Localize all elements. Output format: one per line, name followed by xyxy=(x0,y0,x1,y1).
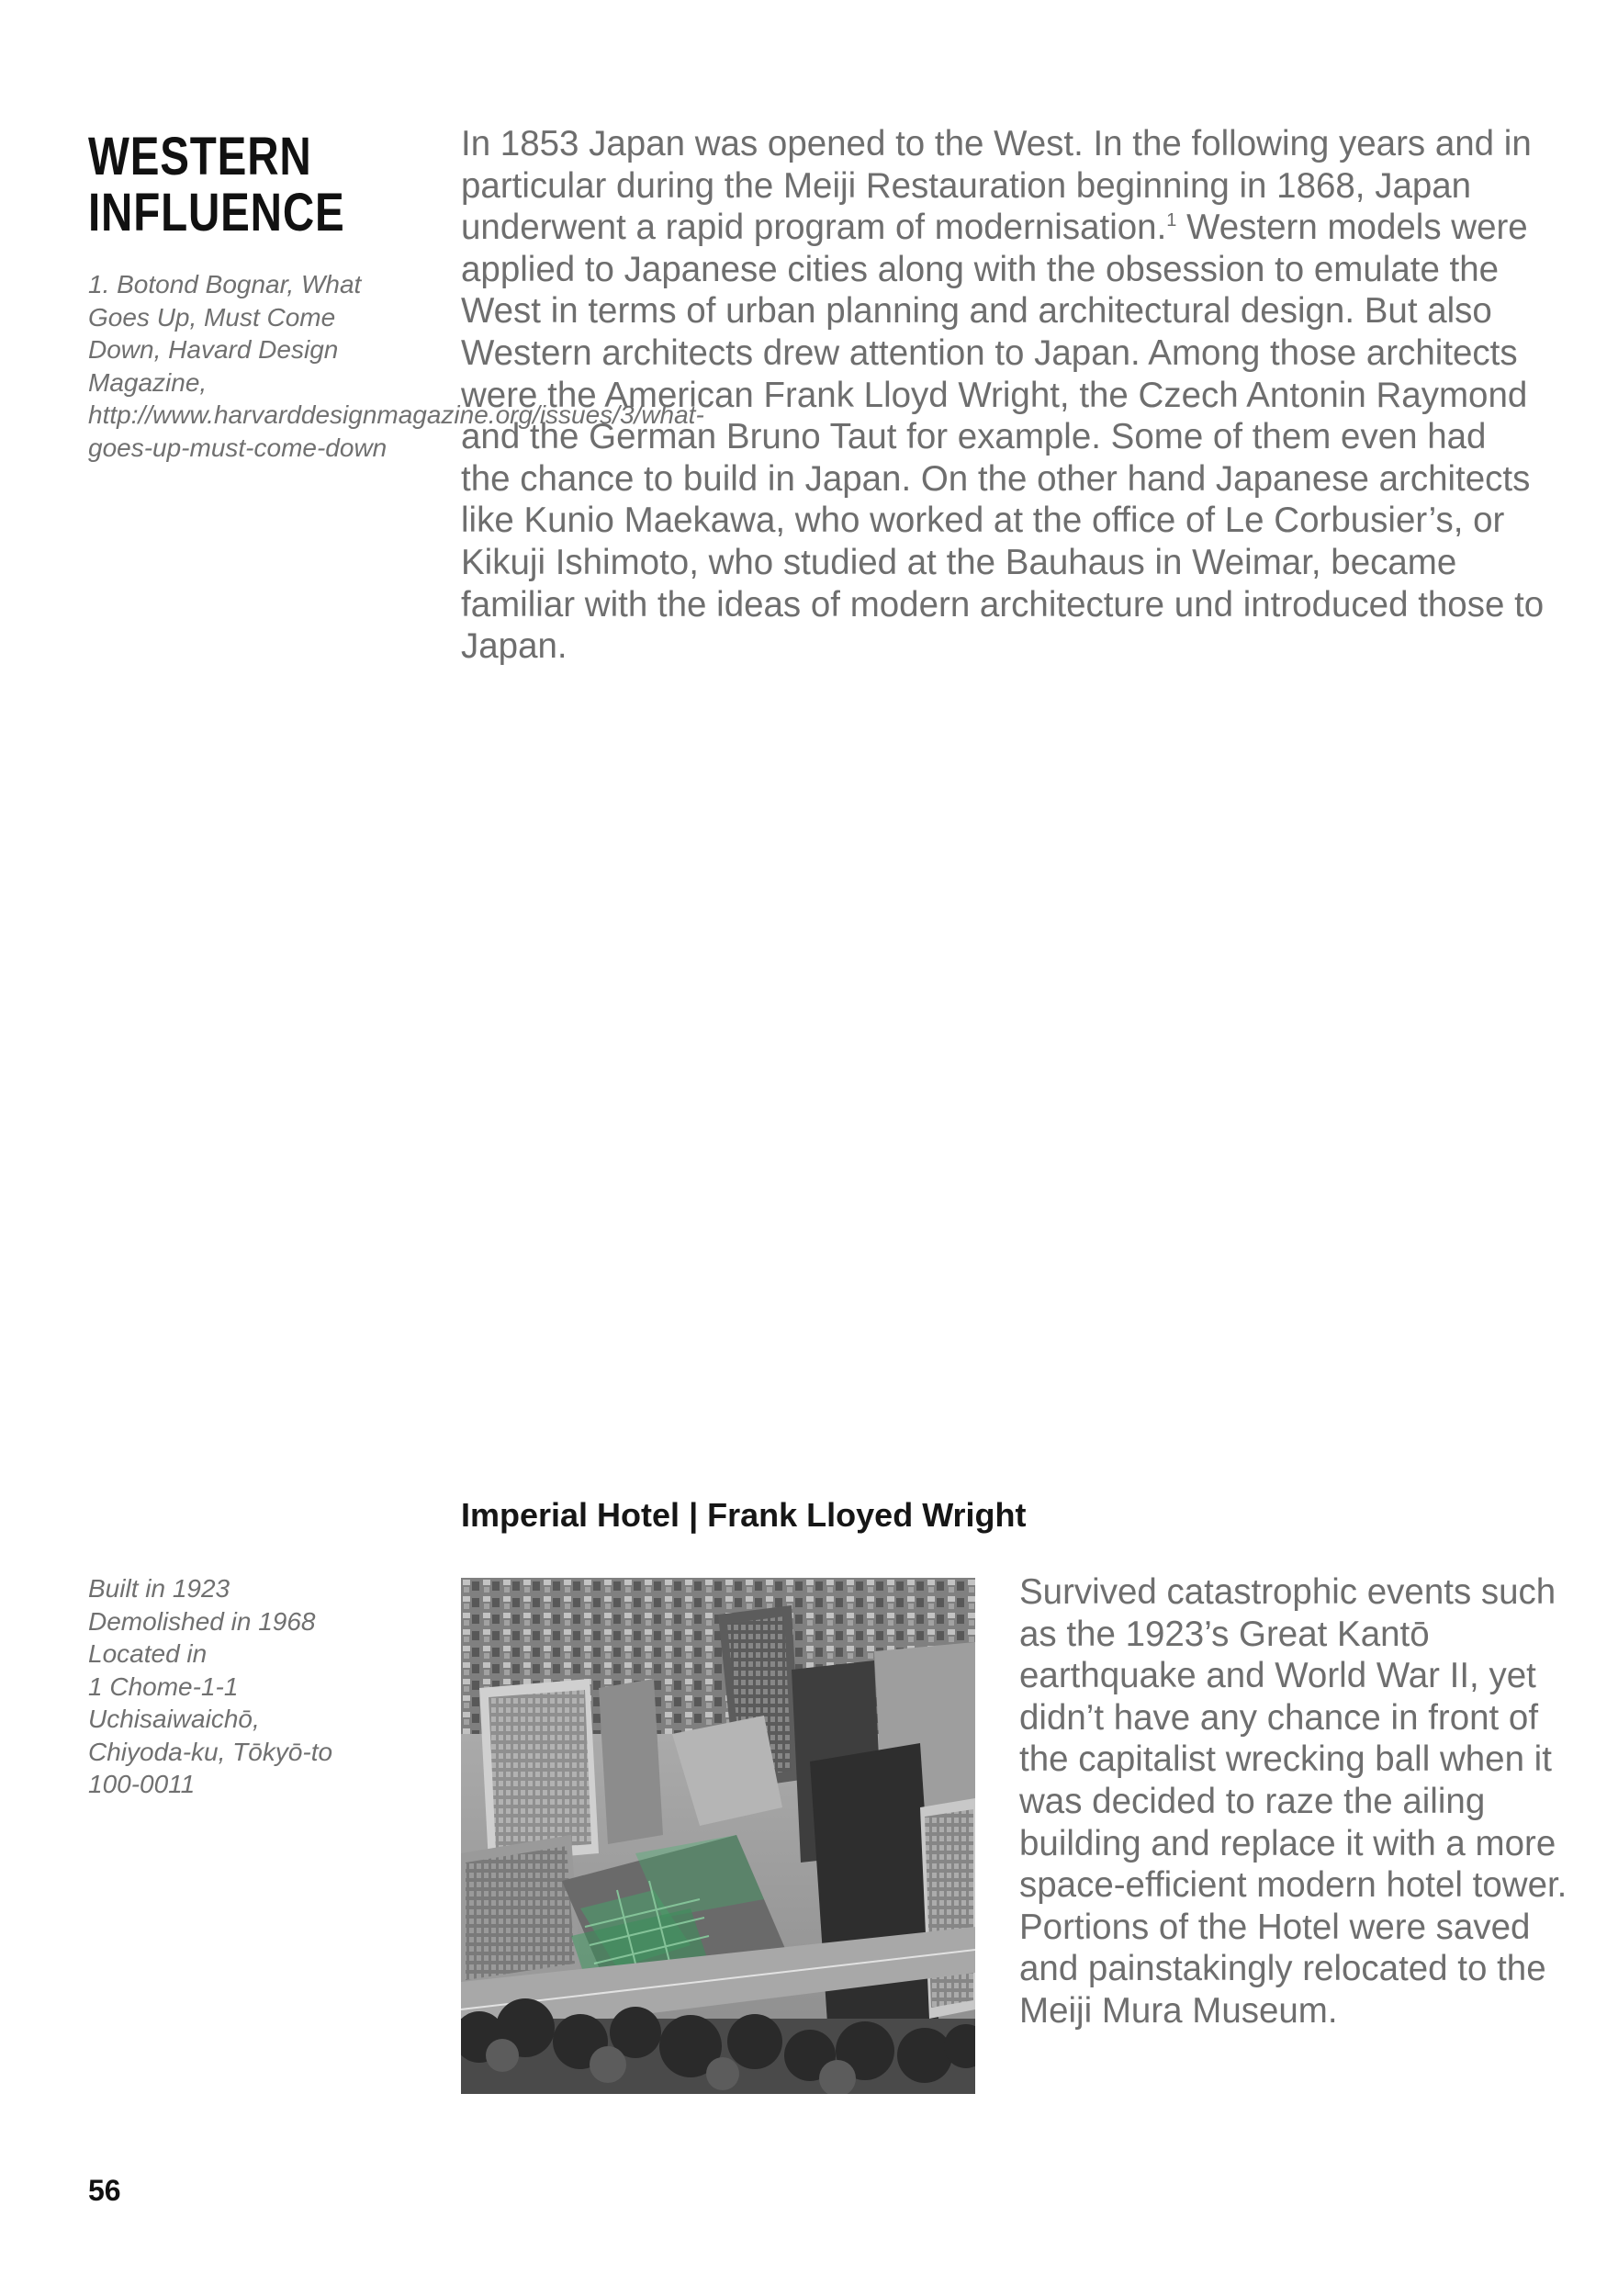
hotel-description: Survived catastrophic events such as the 1923’s Great Kantō earthquake and World War II, yet didn’t have any chance in front of the capitalist wrecking ball when it was decided to raze the ailing building and replace it with a more space-efficient modern hotel tower. Portions of the Hotel were saved and painstakingly relocated to the Meiji Mura Museum. xyxy=(1019,1572,1567,2031)
section-title-line: WESTERN xyxy=(88,127,312,186)
section-title-line: INFLUENCE xyxy=(88,183,345,242)
hotel-info-line: Uchisaiwaichō, xyxy=(88,1705,260,1733)
footnote-marker: 1 xyxy=(1166,210,1177,231)
intro-text-before: In 1853 Japan was opened to the West. In the following years and in particular during the Meiji Restauration beginning in 1868, Japan underwent a rapid program of modernisation. xyxy=(461,124,1532,248)
hotel-info xyxy=(88,1572,400,1801)
hotel-info-line: 1 Chome-1-1 xyxy=(88,1671,239,1701)
aerial-photo xyxy=(461,1578,975,2094)
hotel-caption-title: Imperial Hotel | Frank Lloyed Wright xyxy=(461,1496,1027,1534)
hotel-info-line: Built in 1923 xyxy=(88,1574,230,1603)
hotel-info-line: 100-0011 xyxy=(88,1770,196,1798)
hotel-info-line: Chiyoda-ku, Tōkyō-to xyxy=(88,1737,333,1766)
section-title xyxy=(88,129,345,241)
aerial-photo-graphic xyxy=(461,1578,975,2094)
hotel-info-line: Demolished in 1968 xyxy=(88,1606,316,1636)
intro-paragraph xyxy=(461,123,1545,668)
footnote: 1. Botond Bognar, What Goes Up, Must Come Down, Havard Design Magazine, http://www.harvarddesignmagazine.org/issues/3/what-goes-up-must-come-down xyxy=(88,270,704,462)
hotel-info-line: Located in xyxy=(88,1639,208,1668)
intro-text-after: Western models were applied to Japanese cities along with the obsession to emulate the West in terms of urban planning and architectural design. But also Western architects drew attention to Japan. Among those architects were the American Frank Lloyd Wright, the Czech Antonin Raymond and the German Bruno Taut for example. Some of them even had the chance to build in Japan. On the other hand Japanese architects like Kunio Maekawa, who worked at the office of Le Corbusier’s, or Kikuji Ishimoto, who studied at the Bauhaus in Weimar, became familiar with the ideas of modern architecture und introduced those to Japan. xyxy=(461,208,1545,667)
page-number: 56 xyxy=(88,2174,121,2207)
